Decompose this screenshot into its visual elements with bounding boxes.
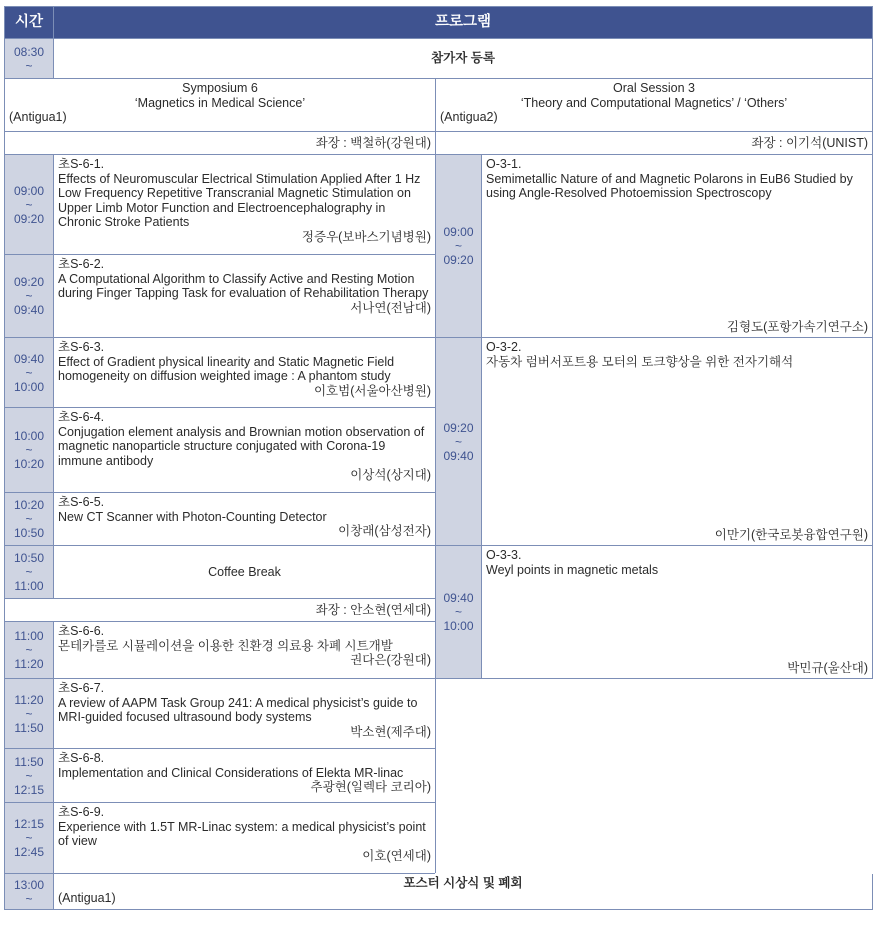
talk-title: 자동차 럼버서포트용 모터의 토크향상을 위한 전자기해석 [486, 354, 794, 369]
time-cell: 11:00 ~ 11:20 [5, 622, 54, 679]
session-name: Symposium 6 [182, 81, 258, 95]
time-cell: 10:20 ~ 10:50 [5, 493, 54, 546]
time-cell: 12:15 ~ 12:45 [5, 803, 54, 874]
talk-speaker: 박민규(울산대) [787, 660, 869, 675]
talk-title: 몬테카를로 시뮬레이션을 이용한 친환경 의료용 차폐 시트개발 [58, 638, 393, 653]
time-cell: 09:40 ~ 10:00 [5, 338, 54, 408]
program-schedule-table [4, 6, 873, 910]
talk-cell [54, 338, 436, 408]
talk-code: 초S-6-7. [58, 681, 105, 695]
talk-code: 초S-6-6. [58, 624, 105, 638]
talk-title: A Computational Algorithm to Classify Active and Resting Motion during Finger Tapping Task for evaluation of Rehabilitation Therapy [58, 271, 429, 300]
coffee-break: Coffee Break [54, 546, 436, 599]
talk-speaker: 이호(연세대) [362, 848, 431, 863]
time-cell: 11:20 ~ 11:50 [5, 679, 54, 749]
talk-speaker: 김형도(포항가속기연구소) [726, 319, 869, 334]
talk-title: A review of AAPM Task Group 241: A medical physicist’s guide to MRI-guided focused ultrasound body systems [58, 695, 418, 724]
talk-cell [54, 622, 436, 679]
talk-title: Conjugation element analysis and Brownian motion observation of magnetic nanoparticle structure conjugated with Corona-19 immune antibody [58, 424, 425, 468]
talk-speaker: 이만기(한국로봇융합연구원) [714, 527, 869, 542]
talk-title: Implementation and Clinical Considerations of Elekta MR-linac [58, 765, 404, 780]
time-cell: 09:20 ~ 09:40 [5, 255, 54, 338]
session-subtitle: ‘Magnetics in Medical Science’ [134, 95, 306, 110]
time-cell: 13:00 ~ [5, 874, 54, 910]
time-cell: 10:00 ~ 10:20 [5, 408, 54, 493]
talk-title: Weyl points in magnetic metals [486, 562, 659, 577]
talk-cell [54, 679, 436, 749]
time-cell: 11:50 ~ 12:15 [5, 749, 54, 803]
left-chair: 좌장 : 백철하(강원대) [5, 132, 436, 155]
talk-cell [54, 408, 436, 493]
closing-title: 포스터 시상식 및 폐회 [403, 876, 523, 890]
session-room: (Antigua2) [440, 110, 498, 124]
right-chair: 좌장 : 이기석(UNIST) [436, 132, 873, 155]
talk-speaker: 정증우(보바스기념병원) [301, 229, 431, 244]
closing-room: (Antigua1) [58, 890, 116, 905]
talk-speaker: 이호범(서울아산병원) [313, 383, 431, 398]
talk-cell [54, 803, 436, 874]
session-subtitle: ‘Theory and Computational Magnetics’ / ‘Others’ [520, 95, 788, 110]
talk-code: 초S-6-5. [58, 495, 105, 509]
talk-cell [54, 749, 436, 803]
talk-code: 초S-6-3. [58, 340, 105, 354]
time-cell: 09:40 ~ 10:00 [436, 546, 482, 679]
talk-cell [482, 155, 873, 338]
closing-row [54, 874, 873, 910]
talk-speaker: 이창래(삼성전자) [338, 524, 431, 538]
talk-code: 초S-6-9. [58, 805, 105, 819]
talk-cell [54, 493, 436, 546]
talk-code: 초S-6-8. [58, 751, 105, 765]
time-header: 시간 [5, 7, 54, 39]
left-session-header [5, 79, 436, 132]
talk-speaker: 추광현(일렉타 코리아) [310, 780, 431, 794]
time-cell: 09:00 ~ 09:20 [5, 155, 54, 255]
session-name: Oral Session 3 [613, 81, 695, 95]
talk-code: O-3-3. [486, 548, 522, 562]
empty-area [436, 679, 873, 874]
talk-title: Effects of Neuromuscular Electrical Stimulation Applied After 1 Hz Low Frequency Repetitive Transcranial Magnetic Stimulation on Upper Limb Motor Function and Electroencephalography in Chronic Stroke Patients [58, 171, 421, 229]
talk-code: O-3-2. [486, 340, 522, 354]
talk-code: 초S-6-2. [58, 257, 105, 271]
right-session-header [436, 79, 873, 132]
talk-speaker: 권다은(강원대) [350, 653, 431, 667]
talk-title: Experience with 1.5T MR-Linac system: a medical physicist’s point of view [58, 819, 426, 848]
left-chair-2: 좌장 : 안소현(연세대) [5, 599, 436, 622]
time-cell: 08:30 ~ [5, 39, 54, 79]
program-header: 프로그램 [54, 7, 873, 39]
talk-code: 초S-6-1. [58, 157, 105, 171]
talk-speaker: 박소현(제주대) [350, 724, 431, 739]
talk-speaker: 서나연(전남대) [350, 300, 431, 315]
session-room: (Antigua1) [9, 110, 67, 124]
talk-cell [482, 546, 873, 679]
talk-code: O-3-1. [486, 157, 522, 171]
talk-speaker: 이상석(상지대) [350, 468, 431, 482]
time-cell: 09:00 ~ 09:20 [436, 155, 482, 338]
talk-cell [482, 338, 873, 546]
talk-code: 초S-6-4. [58, 410, 105, 424]
time-cell: 09:20 ~ 09:40 [436, 338, 482, 546]
talk-title: Effect of Gradient physical linearity and Static Magnetic Field homogeneity on diffusion weighted image : A phantom study [58, 354, 395, 383]
registration-row: 참가자 등록 [54, 39, 873, 79]
talk-title: New CT Scanner with Photon-Counting Detector [58, 509, 327, 524]
talk-title: Semimetallic Nature of and Magnetic Polarons in EuB6 Studied by using Angle-Resolved Photoemission Spectroscopy [486, 171, 853, 200]
time-cell: 10:50 ~ 11:00 [5, 546, 54, 599]
talk-cell [54, 255, 436, 338]
talk-cell [54, 155, 436, 255]
